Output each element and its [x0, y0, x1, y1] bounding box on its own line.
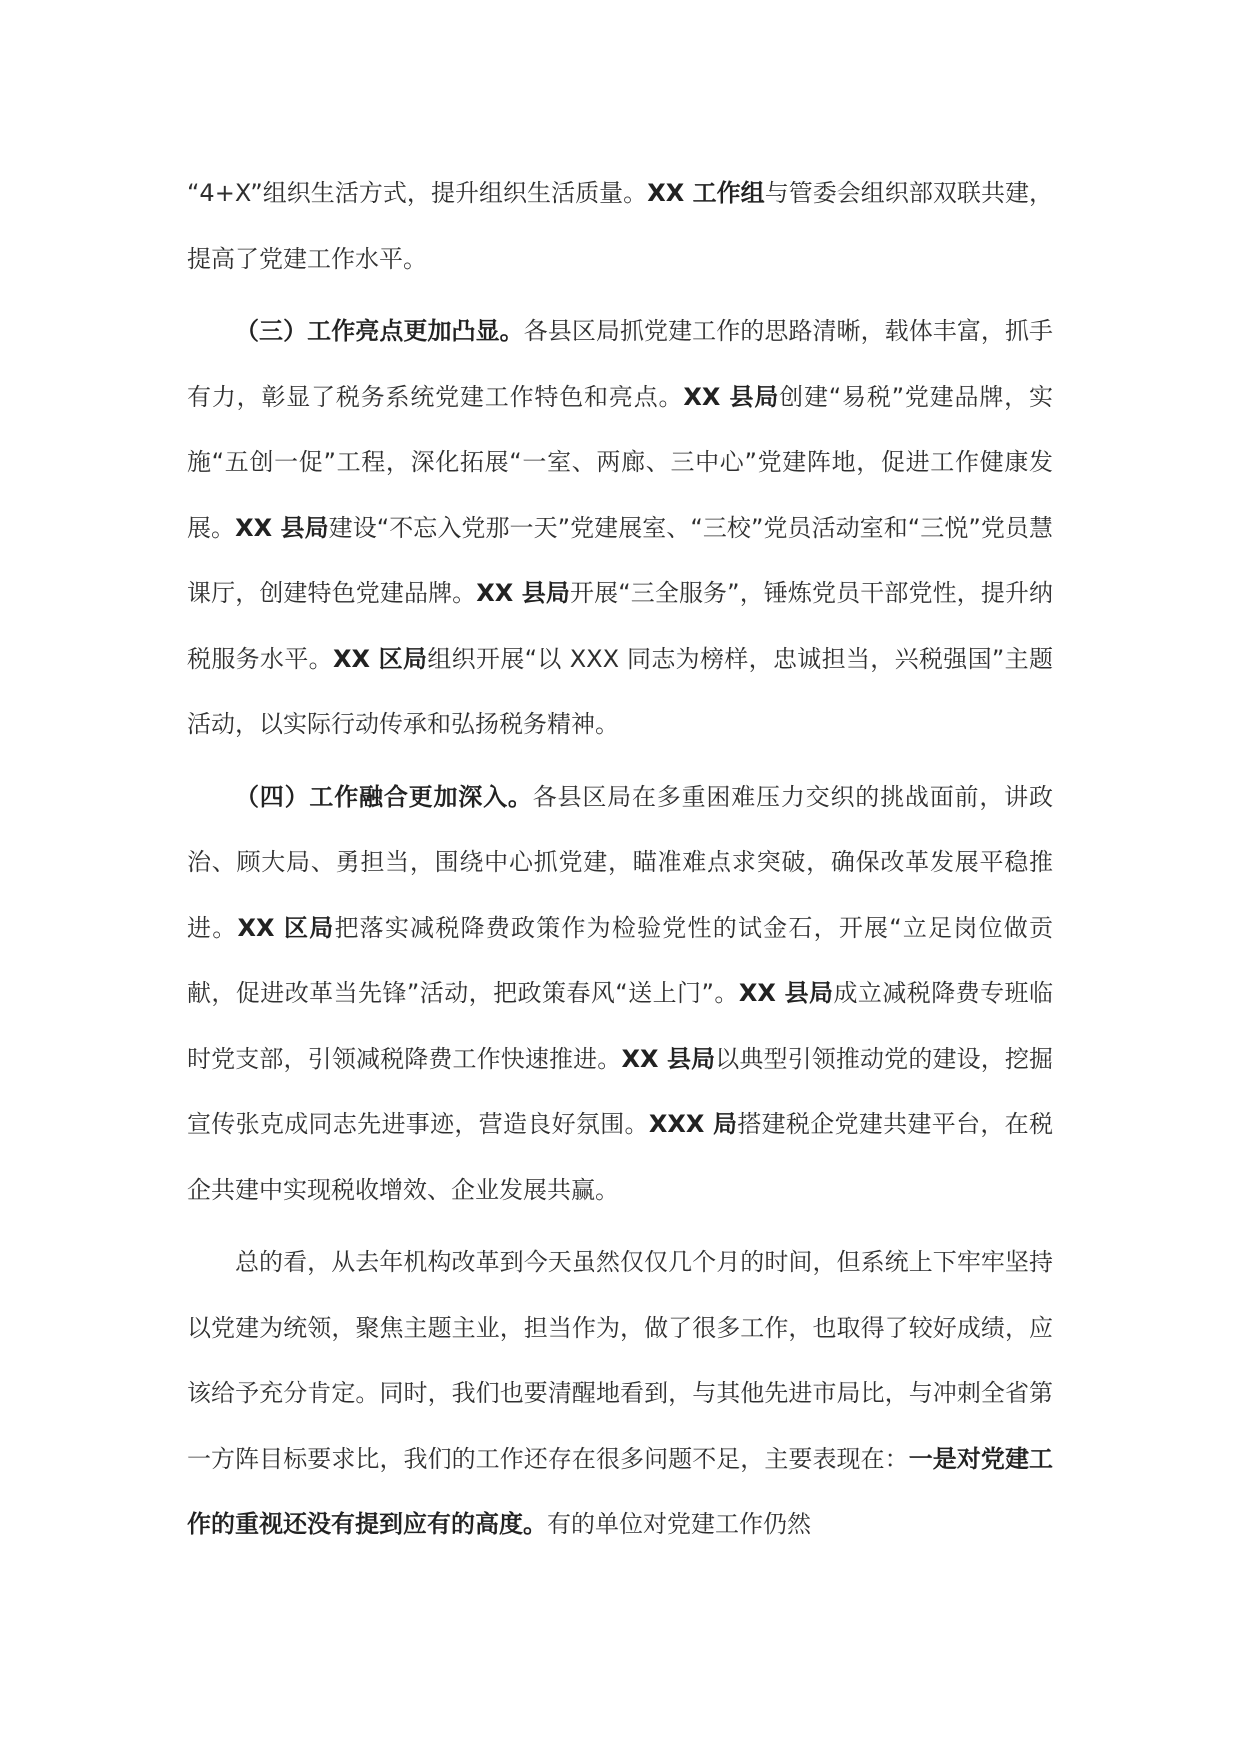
text-run: 有的单位对党建工作仍然 — [547, 1510, 811, 1538]
text-run: 各县区局在多重困难压力交织的挑战面前，讲政治、顾大局、勇担当，围绕中心抓党建，瞄准难点求突破，确保改革发展平稳推进。 — [187, 782, 1053, 942]
bold-run-unit-name: XX 县局 — [235, 513, 329, 542]
paragraph-section-three — [187, 299, 1053, 758]
text-run: 总的看，从去年机构改革到今天虽然仅仅几个月的时间，但系统上下牢牢坚持以党建为统领，聚焦主题主业，担当作为，做了很多工作，也取得了较好成绩，应该给予充分肯定。同时，我们也要清醒地看到，与其他先进市局比，与冲刺全省第一方阵目标要求比，我们的工作还存在很多问题不足，主要表现在： — [187, 1248, 1053, 1473]
paragraph-section-four — [187, 765, 1053, 1224]
text-run: 建设“不忘入党那一天”党建展室、“三校”党员活动室和“三悦”党员慧课厅，创建特色党建品牌。 — [187, 513, 1053, 607]
text-run: 组织开展“以 XXX 同志为榜样，忠诚担当，兴税强国”主题活动，以实际行动传承和弘扬税务精神。 — [187, 644, 1054, 738]
text-run: 与管委会组织部双联共建，提高了党建工作水平。 — [187, 179, 1053, 273]
text-run: 创建“易税”党建品牌，实施“五创一促”工程，深化拓展“一室、两廊、三中心”党建阵地，促进工作健康发展。 — [187, 382, 1053, 542]
bold-run-unit-name: XX 县局 — [621, 1044, 716, 1073]
document-body — [187, 161, 1053, 1558]
bold-run-unit-name: XX 县局 — [683, 382, 780, 411]
bold-run-unit-name: XX 县局 — [738, 979, 834, 1007]
bold-run-unit-name: XX 区局 — [332, 644, 428, 673]
text-run: 以典型引领推动党的建设，挖掘宣传张克成同志先进事迹，营造良好氛围。 — [187, 1044, 1054, 1138]
bold-run-unit-name: XX 工作组 — [647, 179, 765, 207]
text-run: 成立减税降费专班临时党支部，引领减税降费工作快速推进。 — [187, 979, 1053, 1073]
bold-run-unit-name: XX 县局 — [476, 579, 570, 607]
text-run: “4+X”组织生活方式，提升组织生活质量。 — [187, 179, 648, 207]
section-heading-four: （四）工作融合更加深入。 — [235, 782, 533, 811]
bold-run-unit-name: XXX 局 — [648, 1110, 738, 1138]
section-heading-three: （三）工作亮点更加凸显。 — [235, 317, 524, 345]
text-run: 各县区局抓党建工作的思路清晰，载体丰富，抓手有力，彰显了税务系统党建工作特色和亮点。 — [187, 317, 1054, 411]
bold-run-unit-name: XX 区局 — [237, 913, 335, 942]
text-run: 搭建税企党建共建平台，在税企共建中实现税收增效、企业发展共赢。 — [187, 1110, 1053, 1204]
text-run: 开展“三全服务”，锤炼党员干部党性，提升纳税服务水平。 — [187, 579, 1053, 673]
text-run: 把落实减税降费政策作为检验党性的试金石，开展“立足岗位做贡献，促进改革当先锋”活动，把政策春风“送上门”。 — [187, 913, 1053, 1007]
bold-run-key-point: 一是对党建工作的重视还没有提到应有的高度。 — [187, 1444, 1054, 1538]
paragraph-summary — [187, 1230, 1053, 1558]
paragraph-organization-life — [187, 161, 1053, 292]
